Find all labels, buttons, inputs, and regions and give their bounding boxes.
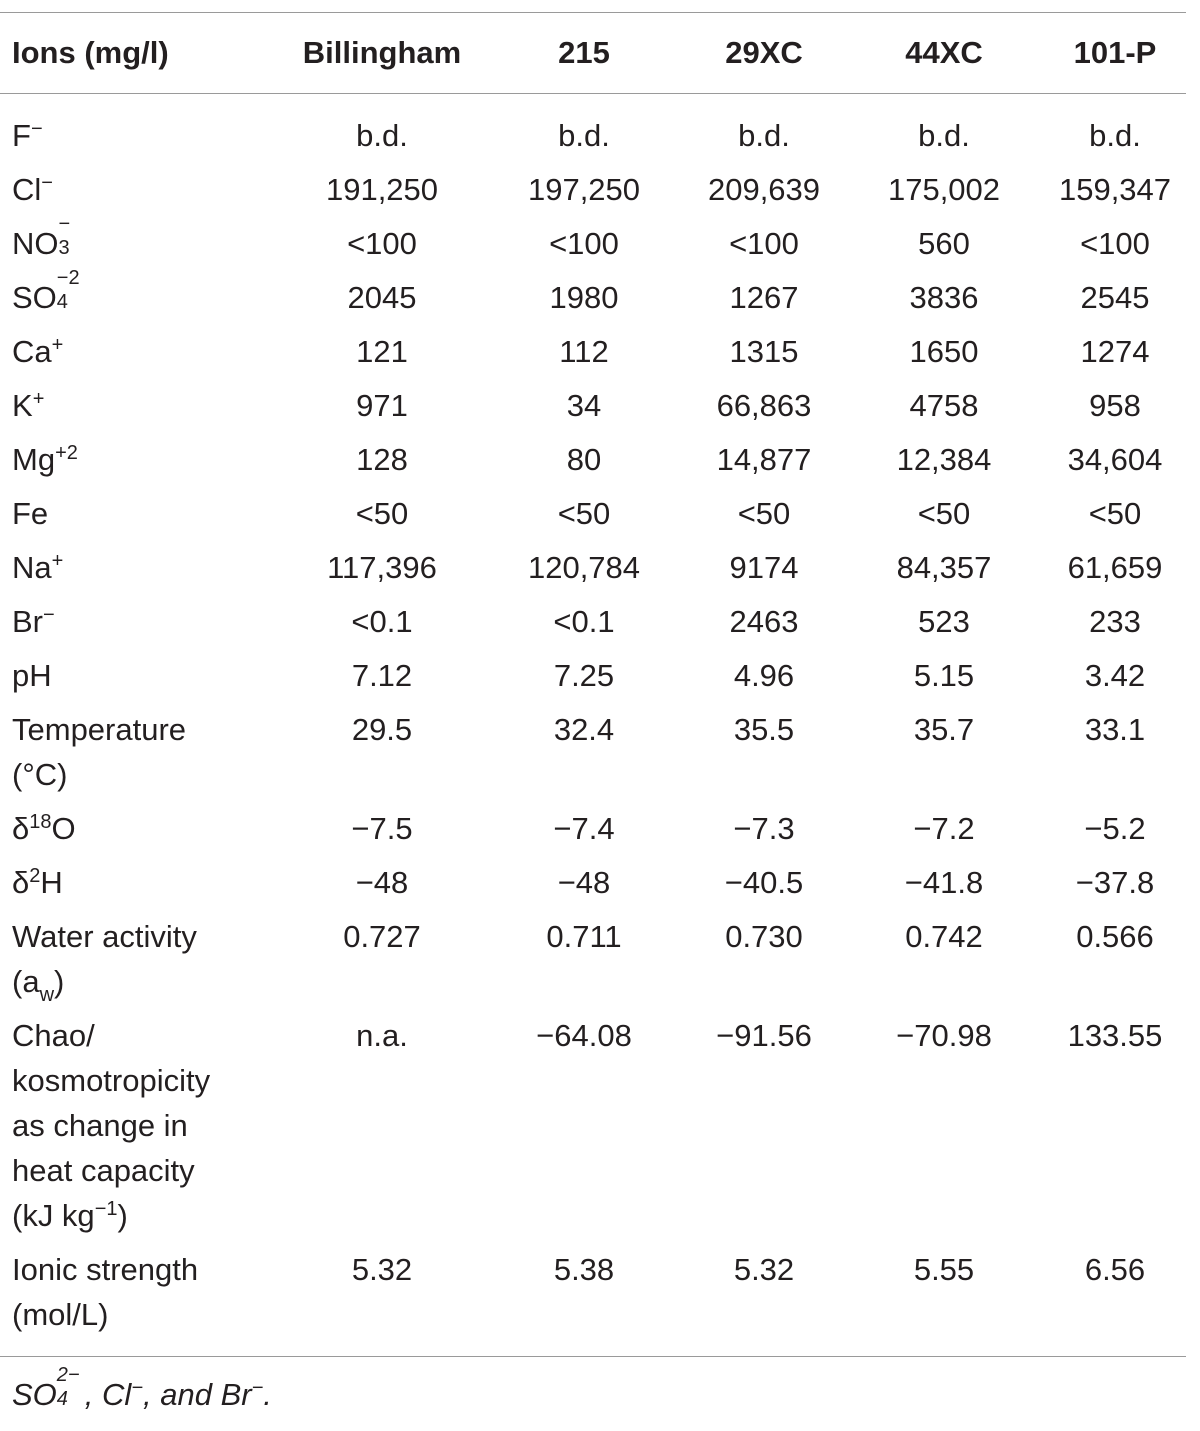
table-row <box>0 212 1186 266</box>
cell-101p: −5.2 <box>1084 811 1146 846</box>
table-row <box>0 1238 1186 1353</box>
cell-29xc: 1315 <box>729 334 799 369</box>
cell-101p: 0.566 <box>1076 919 1154 954</box>
cell-billingham: −7.5 <box>351 811 413 846</box>
cell-101p: 958 <box>1089 388 1141 423</box>
table-row <box>0 797 1186 851</box>
footnote: SO 2− 4 , Cl−, and Br−. <box>12 1364 272 1412</box>
cell-29xc: 2463 <box>729 604 799 639</box>
cell-29xc: −91.56 <box>716 1018 812 1053</box>
table-row <box>0 1004 1186 1238</box>
cell-29xc: 14,877 <box>716 442 812 477</box>
cell-billingham: 971 <box>356 388 408 423</box>
table-row <box>0 482 1186 536</box>
cell-29xc: −7.3 <box>733 811 795 846</box>
row-label: Water activity $(a_w)$ <box>12 919 197 1006</box>
row-label: Cl− <box>12 172 53 207</box>
cell-215: 34 <box>566 388 602 423</box>
table-row <box>0 905 1186 1004</box>
cell-billingham: −48 <box>355 865 409 900</box>
row-label: NO − 3 <box>12 213 71 261</box>
bottom-rule <box>0 1356 1186 1357</box>
cell-29xc: <50 <box>737 496 791 531</box>
cell-29xc: 4.96 <box>733 658 795 693</box>
row-label: SO −2 4 <box>12 267 80 315</box>
cell-215: 120,784 <box>527 550 641 585</box>
table-row <box>0 644 1186 698</box>
cell-215: 80 <box>566 442 602 477</box>
cell-44xc: <50 <box>917 496 971 531</box>
cell-101p: 1274 <box>1080 334 1150 369</box>
cell-29xc: 9174 <box>729 550 799 585</box>
cell-billingham: 29.5 <box>351 712 413 747</box>
row-label: Temperature (°C) <box>12 712 187 792</box>
table-row <box>0 320 1186 374</box>
cell-215: b.d. <box>558 118 610 153</box>
row-label: $Mg^{+2}$ <box>12 442 78 477</box>
cell-billingham: b.d. <box>356 118 408 153</box>
cell-215: −7.4 <box>553 811 615 846</box>
cell-215: −64.08 <box>536 1018 632 1053</box>
cell-44xc: 5.55 <box>913 1252 975 1287</box>
cell-29xc: −40.5 <box>724 865 804 900</box>
cell-101p: 61,659 <box>1067 550 1163 585</box>
table-row <box>0 374 1186 428</box>
cell-101p: 133.55 <box>1067 1018 1163 1053</box>
header-ions: Ions (mg/l) <box>12 35 169 70</box>
cell-101p: 2545 <box>1080 280 1150 315</box>
cell-44xc: b.d. <box>918 118 970 153</box>
cell-billingham: <100 <box>347 226 417 261</box>
cell-29xc: b.d. <box>738 118 790 153</box>
row-label: $\delta^{18}O$ <box>12 811 76 846</box>
cell-101p: <100 <box>1080 226 1150 261</box>
cell-44xc: 84,357 <box>896 550 992 585</box>
cell-billingham: 7.12 <box>351 658 413 693</box>
cell-billingham: <50 <box>355 496 409 531</box>
table-row <box>0 590 1186 644</box>
cell-101p: 34,604 <box>1067 442 1163 477</box>
row-label: $\delta^2H$ <box>12 865 63 900</box>
row-label: F− <box>12 118 43 153</box>
cell-44xc: 4758 <box>909 388 979 423</box>
water-chemistry-table <box>0 13 1186 1353</box>
header-billingham: Billingham <box>302 35 462 70</box>
table-row <box>0 698 1186 797</box>
cell-billingham: 5.32 <box>351 1252 413 1287</box>
row-label: Br− <box>12 604 55 639</box>
row-label: Fe <box>12 496 49 531</box>
cell-44xc: 3836 <box>909 280 979 315</box>
cell-101p: 3.42 <box>1084 658 1146 693</box>
header-101p: 101-P <box>1073 35 1157 70</box>
cell-billingham: 117,396 <box>327 550 437 585</box>
cell-44xc: −41.8 <box>904 865 984 900</box>
cell-215: <50 <box>557 496 611 531</box>
cell-101p: <50 <box>1088 496 1142 531</box>
cell-44xc: −70.98 <box>896 1018 992 1053</box>
cell-29xc: 5.32 <box>733 1252 795 1287</box>
cell-215: 112 <box>559 334 609 369</box>
cell-44xc: 0.742 <box>905 919 983 954</box>
cell-44xc: 175,002 <box>887 172 1001 207</box>
cell-101p: 159,347 <box>1058 172 1172 207</box>
cell-101p: b.d. <box>1089 118 1141 153</box>
table-row <box>0 158 1186 212</box>
cell-billingham: 191,250 <box>325 172 439 207</box>
header-215: 215 <box>558 35 610 70</box>
cell-215: 197,250 <box>527 172 641 207</box>
cell-billingham: 121 <box>356 334 408 369</box>
table-row <box>0 266 1186 320</box>
cell-101p: 6.56 <box>1084 1252 1146 1287</box>
table-row <box>0 851 1186 905</box>
row-label: Ca+ <box>12 334 64 369</box>
table-row <box>0 428 1186 482</box>
cell-billingham: <0.1 <box>351 604 413 639</box>
cell-215: −48 <box>557 865 611 900</box>
cell-44xc: 12,384 <box>896 442 992 477</box>
cell-29xc: 35.5 <box>733 712 795 747</box>
footnote-ion2: Cl− <box>102 1377 143 1412</box>
cell-billingham: 2045 <box>347 280 417 315</box>
row-label: Ionic strength (mol/L) <box>12 1252 199 1332</box>
cell-44xc: 1650 <box>909 334 979 369</box>
cell-billingham: 128 <box>356 442 408 477</box>
cell-44xc: 35.7 <box>913 712 975 747</box>
cell-215: 0.711 <box>546 919 622 954</box>
header-29xc: 29XC <box>725 35 803 70</box>
cell-29xc: 209,639 <box>707 172 821 207</box>
table-row <box>0 536 1186 590</box>
cell-29xc: 1267 <box>729 280 799 315</box>
cell-215: <0.1 <box>553 604 615 639</box>
cell-44xc: −7.2 <box>913 811 975 846</box>
cell-44xc: 560 <box>918 226 970 261</box>
cell-29xc: 66,863 <box>716 388 812 423</box>
footnote-ion1: SO 2− 4 <box>12 1364 80 1412</box>
cell-101p: 233 <box>1089 604 1141 639</box>
row-label: pH <box>12 658 52 693</box>
cell-101p: 33.1 <box>1084 712 1146 747</box>
row-label: Chao/ kosmotropicity as change in heat capacity (kJ $kg^{-1}$) <box>12 1018 211 1233</box>
cell-101p: −37.8 <box>1075 865 1155 900</box>
cell-215: 5.38 <box>553 1252 615 1287</box>
row-label: K+ <box>12 388 45 423</box>
cell-215: 7.25 <box>553 658 615 693</box>
cell-29xc: 0.730 <box>725 919 803 954</box>
row-label: Na+ <box>12 550 64 585</box>
cell-29xc: <100 <box>729 226 799 261</box>
cell-215: 1980 <box>549 280 619 315</box>
footnote-ion3: Br− <box>220 1377 264 1412</box>
cell-44xc: 5.15 <box>913 658 975 693</box>
header-44xc: 44XC <box>905 35 983 70</box>
cell-215: <100 <box>549 226 619 261</box>
cell-215: 32.4 <box>553 712 615 747</box>
table-row <box>0 94 1186 159</box>
cell-billingham: 0.727 <box>343 919 421 954</box>
header-row <box>0 13 1186 94</box>
cell-billingham: n.a. <box>356 1018 408 1053</box>
cell-44xc: 523 <box>918 604 970 639</box>
